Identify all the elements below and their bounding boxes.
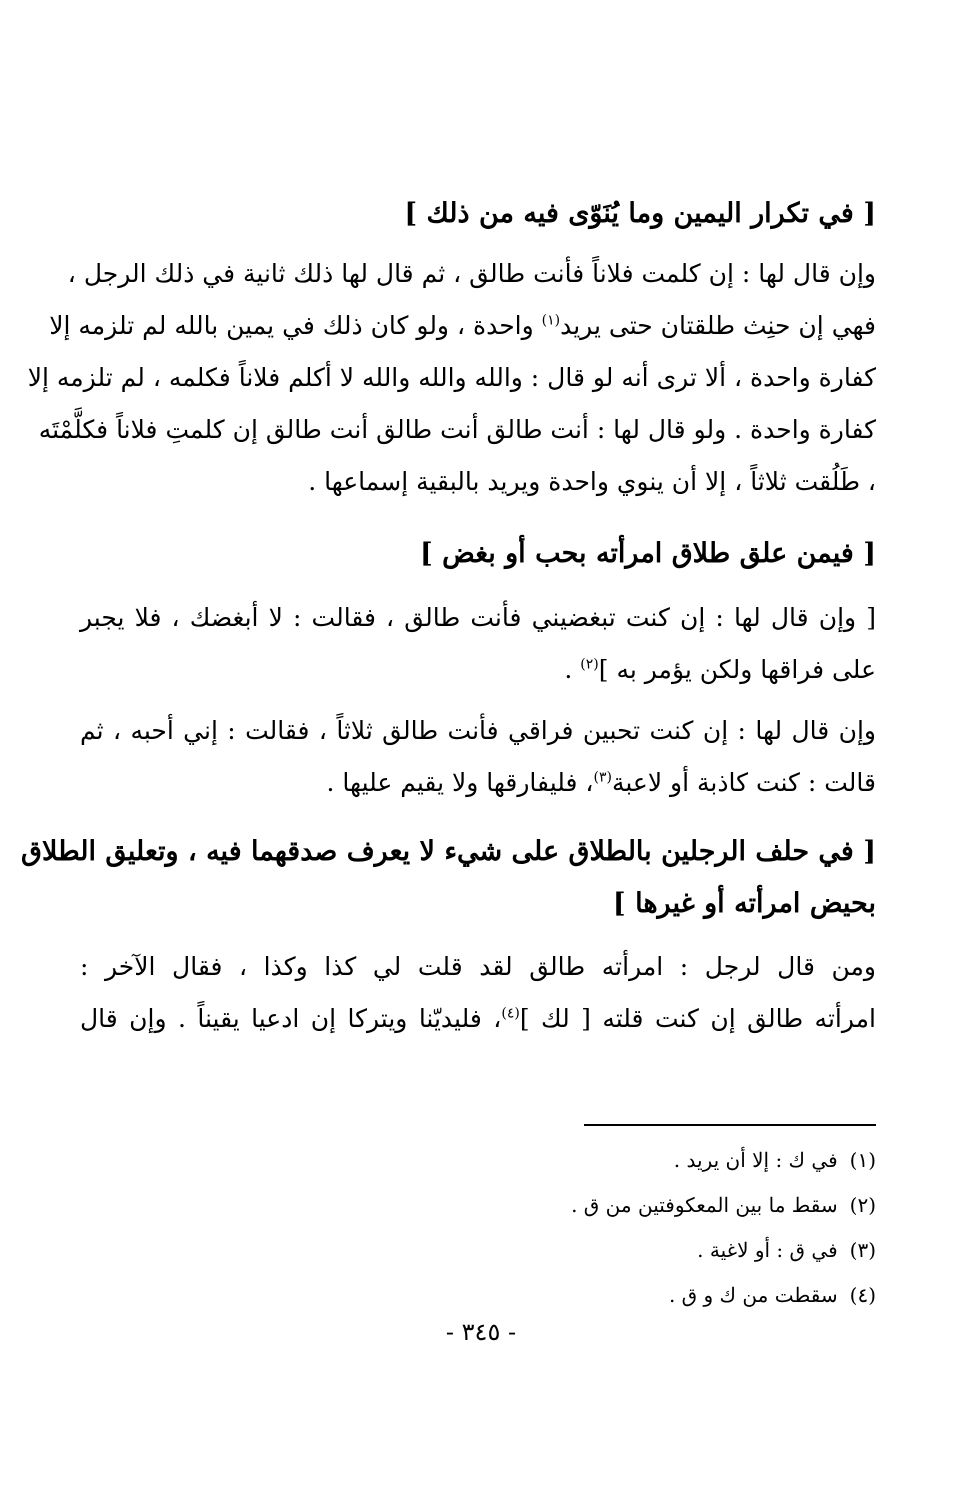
footnote-text: في ك : إلا أن يريد .	[673, 1148, 838, 1172]
footnote-marker: (٤)	[501, 1005, 520, 1022]
paragraph-line: ومن قال لرجل : امرأته طالق لقد قلت لي كذا وكذا ، فقال الآخر :	[80, 952, 876, 981]
footnote-marker: (٢)	[580, 656, 599, 673]
page-number: - ٣٤٥ -	[445, 1318, 517, 1346]
heading-line: بحيض امرأته أو غيرها ]	[612, 888, 876, 919]
paragraph-line: قالت : كنت كاذبة أو لاعبة$^{(٣)}$، فليفارقها ولا يقيم عليها .	[326, 768, 876, 797]
footnote	[300, 1273, 876, 1318]
footnote-number: (٤)	[849, 1283, 876, 1307]
paragraph-separation	[80, 705, 876, 809]
paragraph-repeated-oath	[27, 248, 876, 508]
paragraph-line: كفارة واحدة ، ألا ترى أنه لو قال : والله والله والله لا أكلم فلاناً فكلمه ، لم تلزمه إلا	[27, 363, 876, 392]
paragraph-line: كفارة واحدة . ولو قال لها : أنت طالق أنت طالق أنت طالق إن كلمتِ فلاناً فكلَّمْتَه	[38, 415, 876, 444]
heading-line: [ في حلف الرجلين بالطلاق على شيء لا يعرف صدقهما فيه ، وتعليق الطلاق	[21, 836, 876, 867]
paragraph-line: فهي إن حنِث طلقتان حتى يريد$^{(١)}$ واحدة ، ولو كان ذلك في يمين بالله لم تلزمه إلا	[49, 311, 876, 340]
paragraph-line: وإن قال لها : إن كنت تحبين فراقي فأنت طالق ثلاثاً ، فقالت : إني أحبه ، ثم	[80, 716, 876, 745]
paragraph-line: على فراقها ولكن يؤمر به ]$^{(٢)}$ .	[564, 655, 876, 684]
footnote-marker: (١)	[541, 312, 561, 329]
footnote-number: (٣)	[849, 1238, 876, 1262]
paragraph-love-hate	[80, 592, 876, 696]
heading-text: [ فيمن علق طلاق امرأته بحب أو بغض ]	[419, 538, 876, 569]
footnote	[300, 1138, 876, 1183]
section-heading-repeated-oath	[80, 188, 876, 240]
section-heading-two-men-oath	[21, 826, 876, 930]
paragraph-two-men-oath	[80, 941, 876, 1045]
footnote	[300, 1183, 876, 1228]
footnote-number: (١)	[849, 1148, 876, 1172]
paragraph-line: وإن قال لها : إن كلمت فلاناً فأنت طالق ، ثم قال لها ذلك ثانية في ذلك الرجل ،	[67, 259, 876, 288]
footnote	[300, 1228, 876, 1273]
footnote-text: سقط ما بين المعكوفتين من ق .	[571, 1193, 838, 1217]
paragraph-line: ، طَلُقت ثلاثاً ، إلا أن ينوي واحدة ويريد بالبقية إسماعها .	[308, 467, 876, 496]
footnote-text: في ق : أو لاغية .	[697, 1238, 838, 1262]
footnotes	[300, 1138, 876, 1318]
paragraph-line: امرأته طالق إن كنت قلته [ لك ]$^{(٤)}$، فليديّنا ويتركا إن ادعيا يقيناً . وإن قال	[80, 1004, 876, 1033]
footnote-text: سقطت من ك و ق .	[668, 1283, 838, 1307]
footnote-separator	[584, 1124, 876, 1126]
footnote-marker: (٣)	[593, 769, 612, 786]
section-heading-love-hate	[80, 528, 876, 580]
paragraph-line: [ وإن قال لها : إن كنت تبغضيني فأنت طالق ، فقالت : لا أبغضك ، فلا يجبر	[80, 603, 876, 632]
heading-text: [ في تكرار اليمين وما يُنَوّى فيه من ذلك ]	[404, 198, 876, 229]
footnote-number: (٢)	[849, 1193, 876, 1217]
